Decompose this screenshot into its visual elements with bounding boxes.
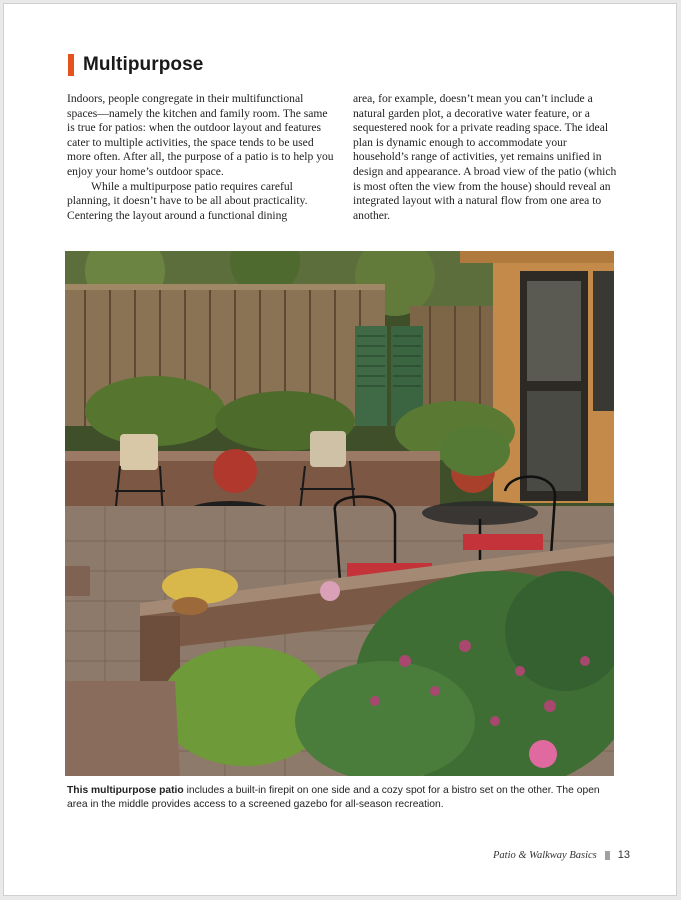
paragraph-continued: area, for example, doesn’t mean you can’t include a natural garden plot, a decorative water feature, or a sequestered nook for a private reading space. The ideal plan is dynamic enough to accommodate your household’s range of activities, yet remains unified in design and appearance. A broad view of the patio (which is most often the view from the house) should reveal an integrated layout with a natural flow from one area to another. bbox=[353, 92, 617, 222]
patio-photo bbox=[65, 251, 614, 776]
caption-text: includes a built-in firepit on one side and a cozy spot for a bistro set on the other. The open area in the middle provides access to a screened gazebo for all-season recreation. bbox=[67, 785, 600, 810]
text-column-right bbox=[353, 92, 621, 223]
page-number: 13 bbox=[617, 849, 630, 861]
paragraph-intro: Indoors, people congregate in their multifunctional spaces—namely the kitchen and family room. The same is true for patios: when the outdoor layout and features cater to multiple activities, the space tends to be used more often. After all, the purpose of a patio is to help you enjoy your home’s outdoor space. bbox=[67, 92, 334, 178]
book-page bbox=[3, 3, 677, 896]
section-title: Multipurpose bbox=[83, 54, 204, 75]
footer-divider-square bbox=[605, 851, 610, 860]
paragraph-planning: While a multipurpose patio requires careful planning, it doesn’t have to be all about practicality. Centering the layout around a functional dining bbox=[67, 179, 308, 222]
photo-caption bbox=[67, 784, 619, 811]
page-footer bbox=[493, 849, 630, 861]
footer-section-name: Patio & Walkway Basics bbox=[493, 849, 597, 861]
heading-accent-bar bbox=[68, 54, 74, 76]
caption-lead: This multipurpose patio bbox=[67, 785, 184, 796]
section-heading bbox=[68, 54, 203, 76]
text-column-left bbox=[67, 92, 335, 223]
